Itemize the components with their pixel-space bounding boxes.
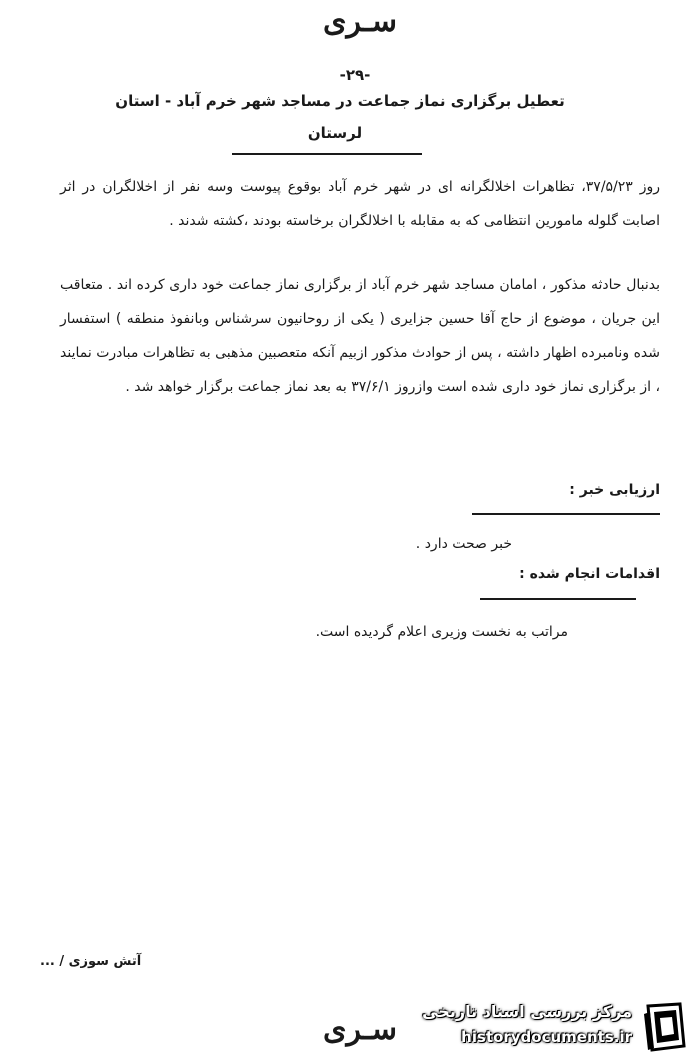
paragraph-1: روز ۳۷/۵/۲۳، تظاهرات اخلالگرانه ای در شهر خرم آباد بوقوع پیوست وسه نفر از اخلالگران در اثر اصابت گلوله مامورین انتظامی که به مقابله با اخلالگران برخاسته بودند ،کشته شدند . [60,179,660,229]
evaluation-label: ارزیابی خبر : [569,482,660,498]
evaluation-value: خبر صحت دارد . [415,536,512,552]
document-title-line2: لرستان [307,124,363,142]
bottom-tag: آتش سوزی / ... [40,954,142,969]
actions-underline [480,598,636,600]
classification-top: سـری [323,4,397,39]
archive-logo-icon [640,1000,690,1054]
watermark-url: historydocuments.ir [461,1028,632,1046]
classification-bottom: سـری [323,1012,397,1047]
document-number: -۲۹- [339,66,371,84]
title-underline [232,153,422,155]
paragraph-2: بدنبال حادثه مذکور ، امامان مساجد شهر خرم آباد از برگزاری نماز جماعت خود داری کرده اند . متعاقب این جریان ، موضوع از حاج آقا حسین جزایری ( یکی از روحانیون سرشناس وبانفوذ منطقه ) استفسار شده ونامبرده اظهار داشته ، پس از حوادث مذکور ازبیم آنکه متعصبین مذهبی به تظاهرات مبادرت نمایند ، از برگزاری نماز خود داری شده است وازروز ۳۷/۶/۱ به بعد نماز جماعت برگزار خواهد شد . [60,277,660,395]
document-title-line1: تعطیل برگزاری نماز جماعت در مساجد شهر خرم آباد - استان [115,92,565,110]
watermark [418,996,694,1058]
closing-statement: مراتب به نخست وزیری اعلام گردیده است. [315,624,568,640]
evaluation-underline [472,513,660,515]
watermark-name: مرکز بررسی اسناد تاریخی [422,1002,632,1021]
actions-label: اقدامات انجام شده : [519,566,660,582]
